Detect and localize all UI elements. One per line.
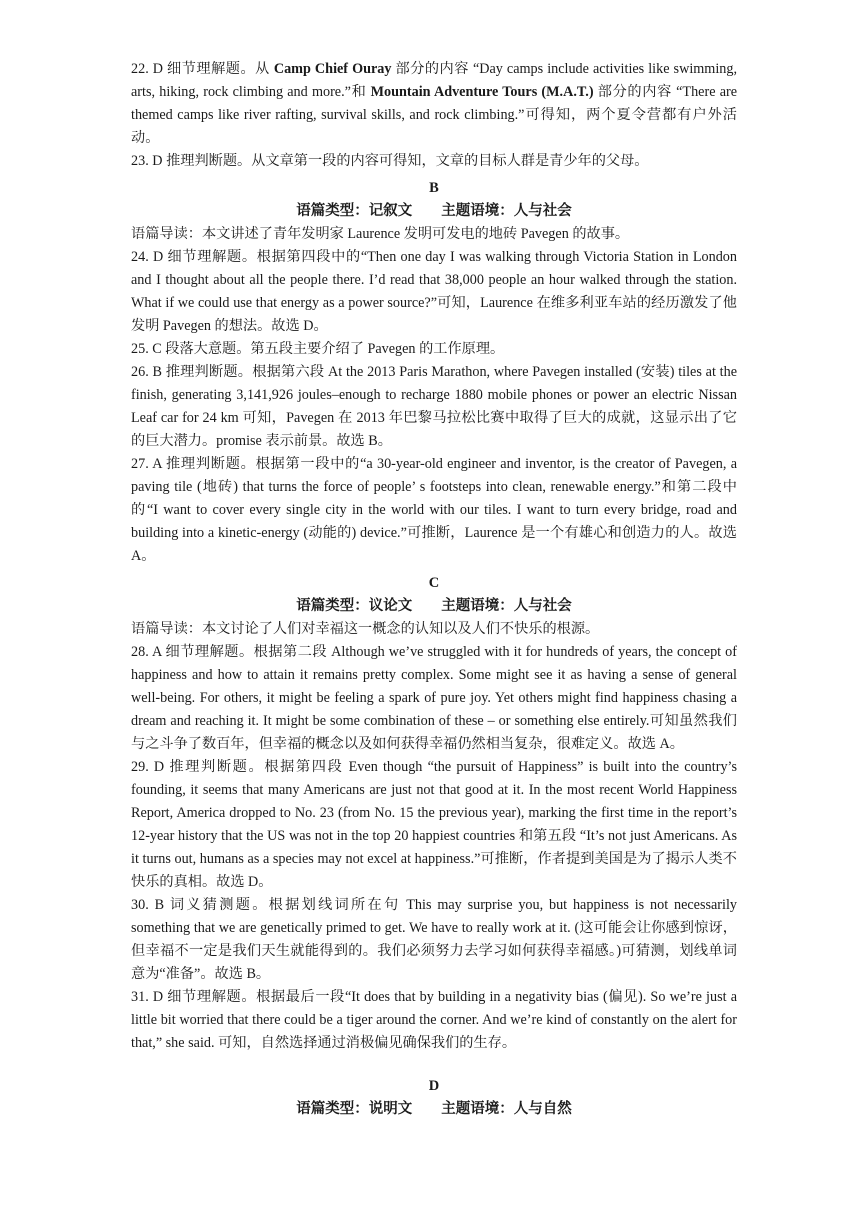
answer-31: 31. D 细节理解题。根据最后一段“It does that by building in a negativity bias (偏见). So we’re just a little bit worried that there could be a tiger around the corner. And we’re kind of constantly on the alert for that,” she said. 可知，自然选择通过消极偏见确保我们的生存。 bbox=[131, 989, 737, 1051]
mat-label: Mountain Adventure Tours (M.A.T.) bbox=[370, 84, 594, 100]
answer-23: 23. D 推理判断题。从文章第一段的内容可得知，文章的目标人群是青少年的父母。 bbox=[131, 153, 649, 169]
answer-22-text-1: 22. D 细节理解题。从 bbox=[131, 61, 274, 77]
answer-28: 28. A 细节理解题。根据第二段 Although we’ve struggled with it for hundreds of years, the concept of happiness and how to attain it remains pretty complex. Some might see it as having a sense of general well-being. For others, it might be feeling a spark of pure joy. Yet others might find happiness chasing a dream and reaching it. It might be some combination of these – or something else entirely.可知虽然我们与之斗争了数百年，但幸福的概念以及如何获得幸福仍然相当复杂，很难定义。故选 A。 bbox=[131, 644, 737, 752]
section-b-heading: B bbox=[429, 180, 439, 196]
answer-27: 27. A 推理判断题。根据第一段中的“a 30-year-old engineer and inventor, is the creator of Pavegen, a paving tile (地砖) that turns the force of people’ s footsteps into clean, renewable energy.”和第二段中的“I want to cover every single city in the world with our tiles. I want to turn every bridge, road and building into a kinetic-energy (动能的) device.”可推断，Laurence 是一个有雄心和创造力的人。故选 A。 bbox=[131, 456, 737, 564]
answer-26: 26. B 推理判断题。根据第六段 At the 2013 Paris Marathon, where Pavegen installed (安装) tiles at the finish, generating 3,141,926 joules–enough to recharge 1880 mobile phones or power an electric Nissan Leaf car for 24 km 可知，Pavegen 在 2013 年巴黎马拉松比赛中取得了巨大的成就，这显示出了它的巨大潜力。promise 表示前景。故选 B。 bbox=[131, 364, 737, 449]
section-b-type: 语篇类型：记叙文 主题语境：人与社会 bbox=[296, 203, 572, 219]
answer-page bbox=[131, 58, 737, 1121]
answer-29: 29. D 推理判断题。根据第四段 Even though “the pursuit of Happiness” is built into the country’s founding, it seems that many Americans are just not that good at it. In the most recent World Happiness Report, America dropped to No. 23 (from No. 15 the previous year), marking the first time in the report’s 12-year history that the US was not in the top 20 happiest countries 和第五段 “It’s not just Americans. As it turns out, humans as a species may not excel at happiness.”可推断，作者提到美国是为了揭示人类不快乐的真相。故选 D。 bbox=[131, 759, 737, 890]
section-b-intro: 语篇导读：本文讲述了青年发明家 Laurence 发明可发电的地砖 Pavegen 的故事。 bbox=[131, 226, 630, 242]
section-c-intro: 语篇导读：本文讨论了人们对幸福这一概念的认知以及人们不快乐的根源。 bbox=[131, 621, 600, 637]
section-d-type: 语篇类型：说明文 主题语境：人与自然 bbox=[296, 1101, 572, 1117]
answer-22-text-3: 部分的内容 “There are themed camps like river rafting, survival skills, and rock climbing.”可得知，两个夏令营都有户外活动。 bbox=[131, 84, 738, 146]
section-c-type: 语篇类型：议论文 主题语境：人与社会 bbox=[296, 598, 572, 614]
section-c-heading: C bbox=[428, 575, 440, 591]
answer-24: 24. D 细节理解题。根据第四段中的“Then one day I was walking through Victoria Station in London and I thought about all the people there. I’d read that 38,000 people an hour walked through the station. What if we could use that energy as a power source?”可知，Laurence 在维多利亚车站的经历激发了他发明 Pavegen 的想法。故选 D。 bbox=[131, 249, 737, 334]
section-d-heading: D bbox=[428, 1078, 440, 1094]
answer-22 bbox=[131, 58, 737, 150]
answer-25: 25. C 段落大意题。第五段主要介绍了 Pavegen 的工作原理。 bbox=[131, 341, 505, 357]
answer-22-text-2: 部分的内容 “Day camps include activities like swimming, arts, hiking, rock climbing and more.”和 bbox=[131, 61, 738, 100]
camp-chief-ouray-label: Camp Chief Ouray bbox=[273, 61, 392, 77]
answer-30: 30. B 词义猜测题。根据划线词所在句 This may surprise you, but happiness is not necessarily something that we are genetically primed to get. We have to really work at it. (这可能会让你感到惊讶，但幸福不一定是我们天生就能得到的。我们必须努力去学习如何获得幸福感。)可猜测，划线单词意为“准备”。故选 B。 bbox=[131, 897, 737, 982]
